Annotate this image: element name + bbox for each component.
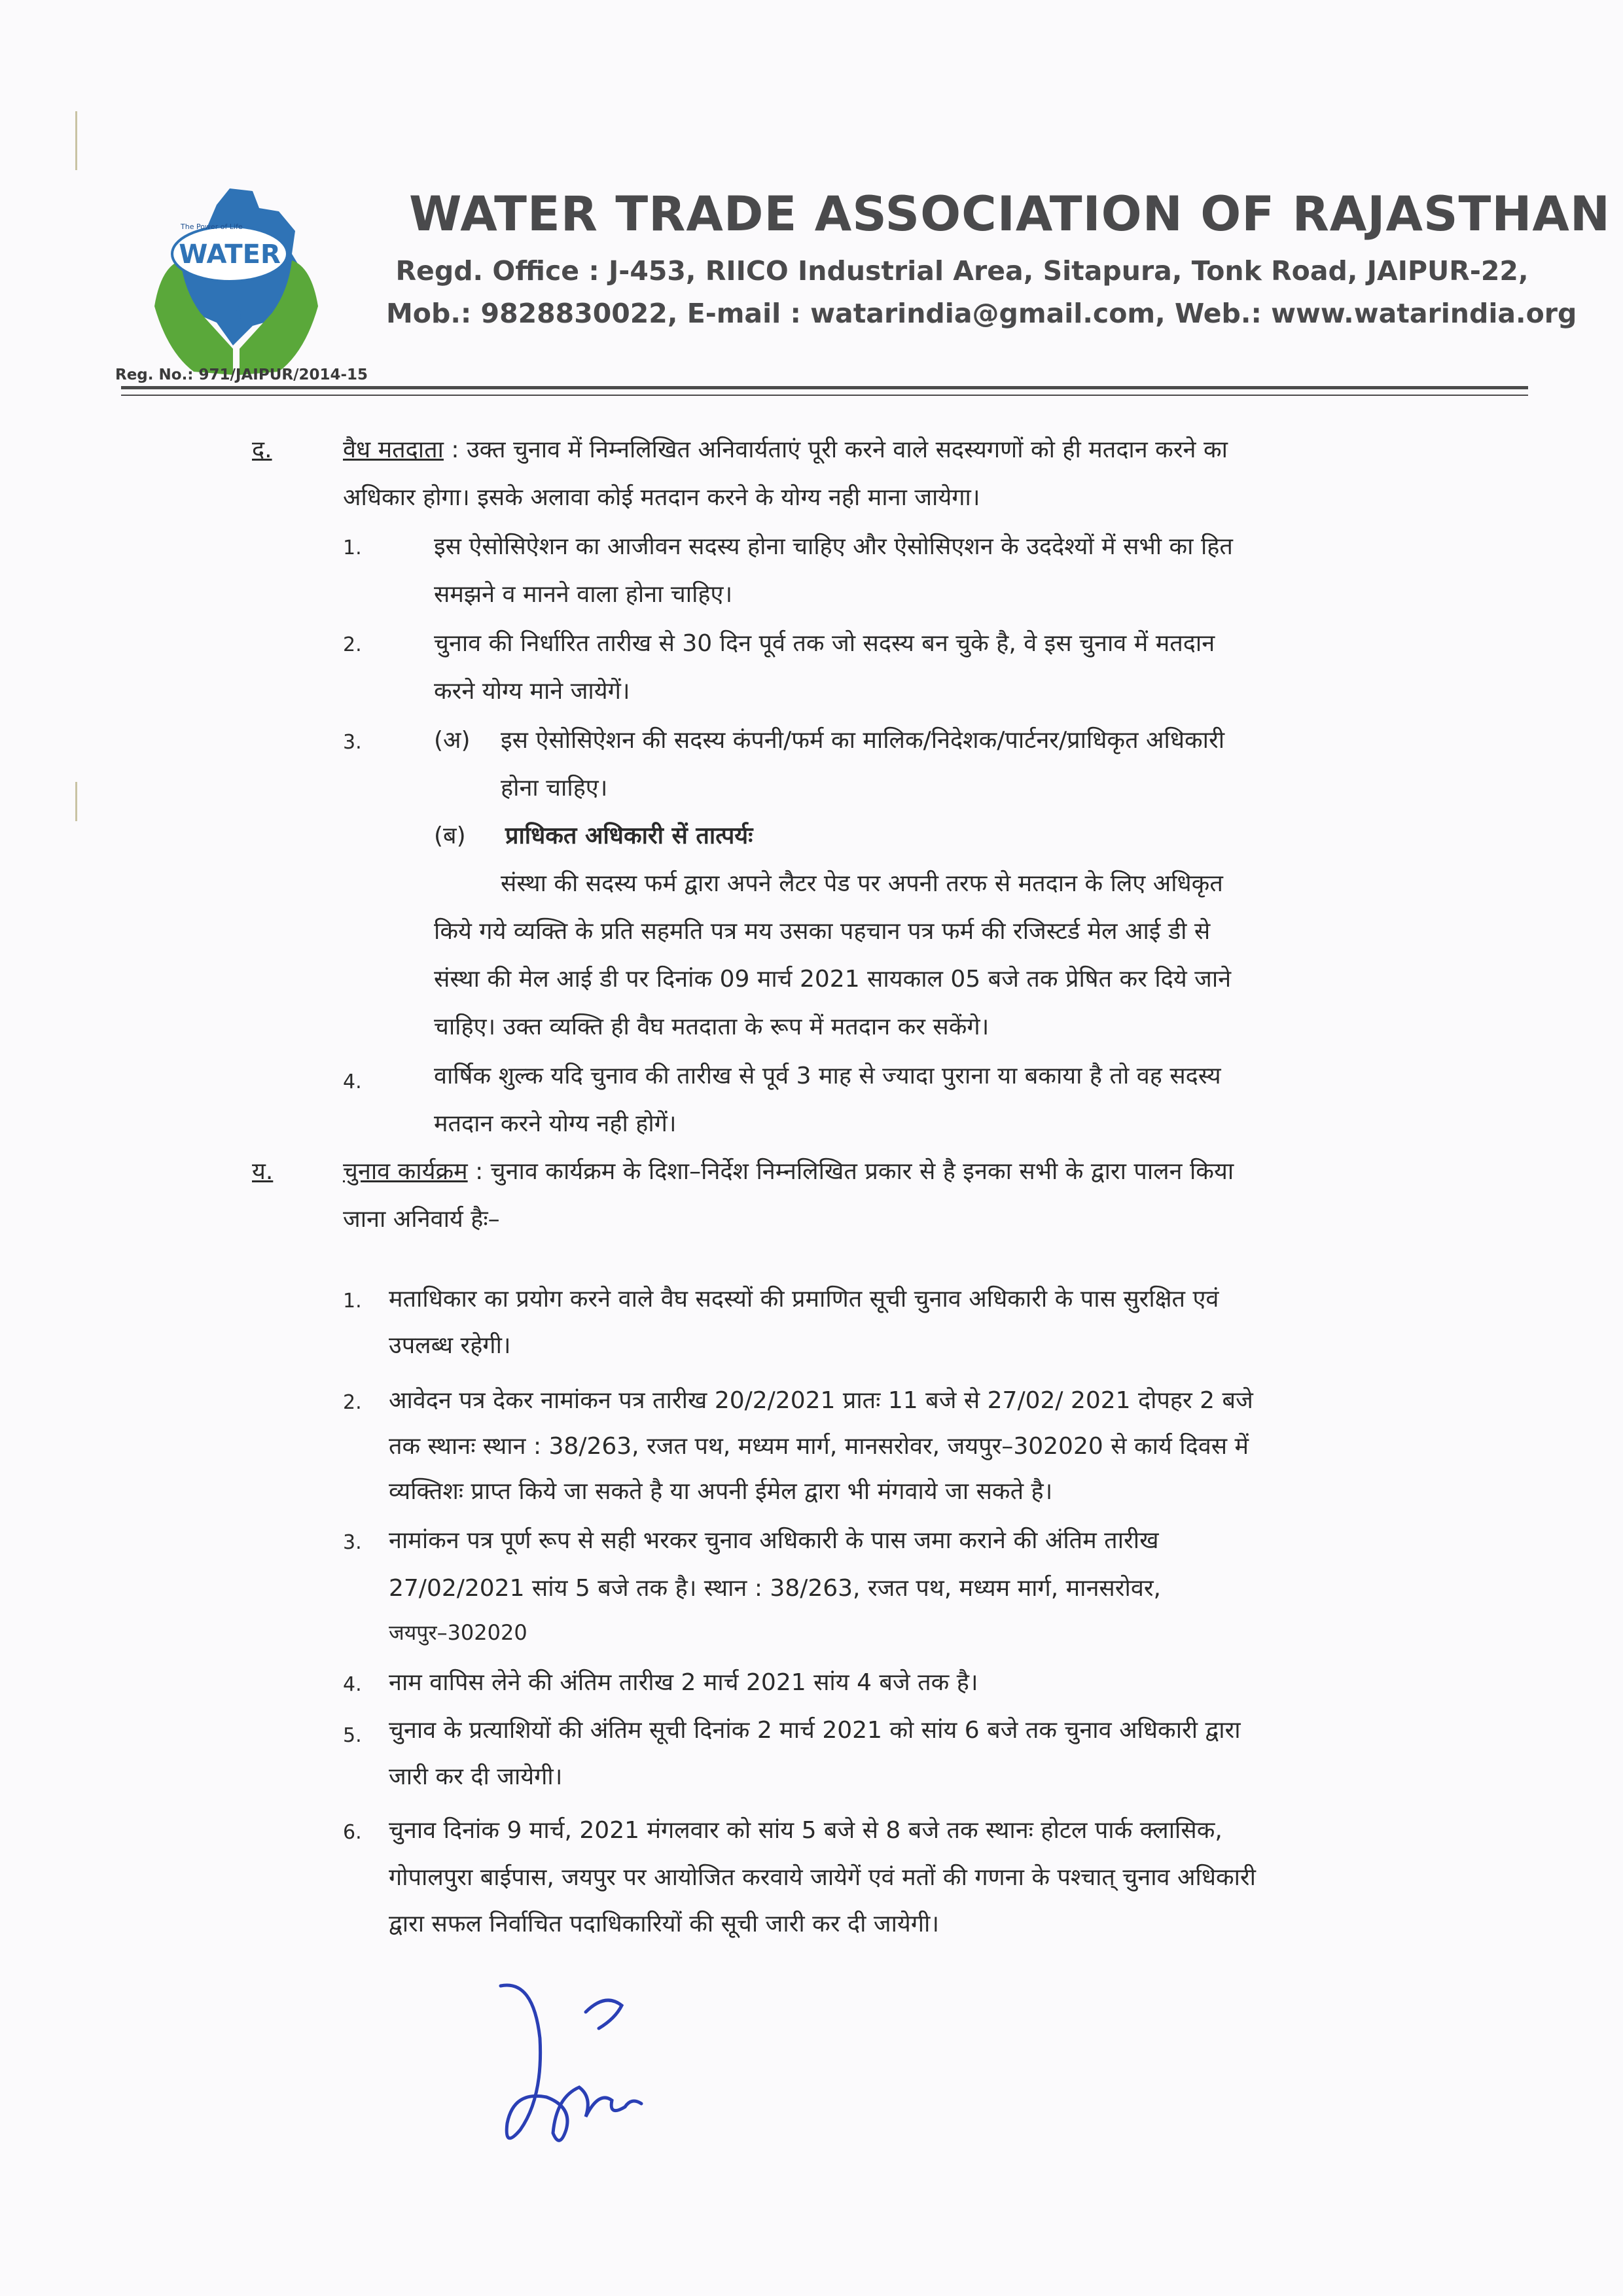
item-number: 4. bbox=[343, 1070, 362, 1093]
item-text: इस ऐसोसिऐशन का आजीवन सदस्य होना चाहिए और ऐसोसिएशन के उददेश्यों में सभी का हित bbox=[434, 533, 1233, 560]
item-text: जारी कर दी जायेगी। bbox=[389, 1763, 563, 1790]
contact-details: Mob.: 9828830022, E-mail : watarindia@gmail.com, Web.: www.watarindia.org bbox=[386, 298, 1577, 329]
item-text: द्वारा सफल निर्वाचित पदाधिकारियों की सूची जारी कर दी जायेगी। bbox=[389, 1911, 940, 1937]
item-text: चाहिए। उक्त व्यक्ति ही वैघ मतदाता के रूप में मतदान कर सकेंगे। bbox=[434, 1014, 990, 1040]
office-address: Regd. Office : J-453, RIICO Industrial Area, Sitapura, Tonk Road, JAIPUR-22, bbox=[395, 255, 1529, 287]
section-intro-text: : चुनाव कार्यक्रम के दिशा–निर्देश निम्नलिखित प्रकार से है इनका सभी के द्वारा पालन किया bbox=[467, 1158, 1234, 1185]
item-text: मतदान करने योग्य नही होगें। bbox=[434, 1110, 677, 1137]
item-text: किये गये व्यक्ति के प्रति सहमति पत्र मय उसका पहचान पत्र फर्म की रजिस्टर्ड मेल आई डी से bbox=[434, 918, 1211, 945]
item-number: 2. bbox=[343, 633, 362, 656]
svg-text:WATER: WATER bbox=[179, 239, 281, 270]
svg-text:The Power of Life: The Power of Life bbox=[181, 222, 243, 231]
item-text: जयपुर–302020 bbox=[389, 1620, 527, 1645]
registration-number: Reg. No.: 971/JAIPUR/2014-15 bbox=[115, 366, 368, 383]
organization-name: WATER TRADE ASSOCIATION OF RAJASTHAN bbox=[409, 186, 1611, 242]
item-number: 2. bbox=[343, 1391, 362, 1414]
item-text: इस ऐसोसिऐशन की सदस्य कंपनी/फर्म का मालिक/निदेशक/पार्टनर/प्राधिकृत अधिकारी bbox=[501, 727, 1225, 754]
item-text: चुनाव की निर्धारित तारीख से 30 दिन पूर्व तक जो सदस्य बन चुके है, वे इस चुनाव में मतदान bbox=[434, 630, 1215, 657]
item-number: 5. bbox=[343, 1724, 362, 1747]
sub-item-label: (अ) bbox=[434, 727, 471, 754]
item-text: समझने व मानने वाला होना चाहिए। bbox=[434, 581, 733, 608]
sub-item-heading: प्राधिकत अधिकारी सें तात्पर्यः bbox=[505, 822, 753, 849]
item-text: वार्षिक शुल्क यदि चुनाव की तारीख से पूर्व 3 माह से ज्यादा पुराना या बकाया है तो वह सदस्य bbox=[434, 1063, 1221, 1089]
item-text: 27/02/2021 सांय 5 बजे तक है। स्थान : 38/263, रजत पथ, मध्यम मार्ग, मानसरोवर, bbox=[389, 1575, 1161, 1602]
item-text: उपलब्ध रहेगी। bbox=[389, 1332, 511, 1359]
item-number: 3. bbox=[343, 731, 362, 754]
section-intro-line: जाना अनिवार्य हैः– bbox=[343, 1206, 500, 1233]
item-text: मताधिकार का प्रयोग करने वाले वैघ सदस्यों की प्रमाणित सूची चुनाव अधिकारी के पास सुरक्षित एवं bbox=[389, 1286, 1219, 1313]
item-text: नाम वापिस लेने की अंतिम तारीख 2 मार्च 2021 सांय 4 बजे तक है। bbox=[389, 1669, 978, 1696]
item-text: गोपालपुरा बाईपास, जयपुर पर आयोजित करवाये जायेगें एवं मतों की गणना के पश्चात् चुनाव अधिकारी bbox=[389, 1864, 1256, 1891]
item-text: आवेदन पत्र देकर नामांकन पत्र तारीख 20/2/2021 प्रातः 11 बजे से 27/02/ 2021 दोपहर 2 बजे bbox=[389, 1387, 1253, 1414]
item-text: संस्था की मेल आई डी पर दिनांक 09 मार्च 2021 सायकाल 05 बजे तक प्रेषित कर दिये जाने bbox=[434, 966, 1232, 993]
section-marker: द. bbox=[252, 436, 272, 463]
section-intro-line bbox=[343, 1160, 1234, 1184]
item-number: 4. bbox=[343, 1673, 362, 1696]
section-intro-text: : उक्त चुनाव में निम्नलिखित अनिवार्यताएं पूरी करने वाले सदस्यगणों को ही मतदान करने का bbox=[443, 436, 1228, 463]
item-text: तक स्थानः स्थान : 38/263, रजत पथ, मध्यम मार्ग, मानसरोवर, जयपुर–302020 से कार्य दिवस में bbox=[389, 1433, 1249, 1460]
header-rule bbox=[121, 386, 1528, 389]
item-number: 3. bbox=[343, 1531, 362, 1554]
section-marker: य. bbox=[252, 1158, 274, 1185]
section-heading: चुनाव कार्यक्रम bbox=[343, 1158, 468, 1185]
item-text: नामांकन पत्र पूर्ण रूप से सही भरकर चुनाव अधिकारी के पास जमा कराने की अंतिम तारीख bbox=[389, 1527, 1159, 1554]
scan-mark bbox=[75, 111, 77, 170]
item-text: चुनाव दिनांक 9 मार्च, 2021 मंगलवार को सांय 5 बजे से 8 बजे तक स्थानः होटल पार्क क्लासिक, bbox=[389, 1817, 1222, 1844]
section-intro-line: अधिकार होगा। इसके अलावा कोई मतदान करने के योग्य नही माना जायेगा। bbox=[343, 484, 980, 511]
section-intro-line bbox=[343, 438, 1228, 462]
item-text: करने योग्य माने जायेगें। bbox=[434, 678, 630, 705]
item-text: व्यक्तिशः प्राप्त किये जा सकते है या अपनी ईमेल द्वारा भी मंगवाये जा सकते है। bbox=[389, 1478, 1053, 1505]
item-number: 1. bbox=[343, 1290, 362, 1313]
association-logo bbox=[154, 182, 318, 378]
item-text: संस्था की सदस्य फर्म द्वारा अपने लैटर पेड पर अपनी तरफ से मतदान के लिए अधिकृत bbox=[501, 870, 1223, 897]
signature bbox=[494, 1966, 690, 2163]
header-rule-thin bbox=[121, 395, 1528, 396]
section-heading: वैध मतदाता bbox=[343, 436, 444, 463]
item-text: चुनाव के प्रत्याशियों की अंतिम सूची दिनांक 2 मार्च 2021 को सांय 6 बजे तक चुनाव अधिकारी द्वारा bbox=[389, 1717, 1241, 1744]
item-number: 1. bbox=[343, 537, 362, 559]
scan-mark bbox=[75, 782, 77, 821]
item-number: 6. bbox=[343, 1821, 362, 1844]
item-text: होना चाहिए। bbox=[501, 775, 608, 802]
sub-item-label: (ब) bbox=[434, 822, 466, 849]
